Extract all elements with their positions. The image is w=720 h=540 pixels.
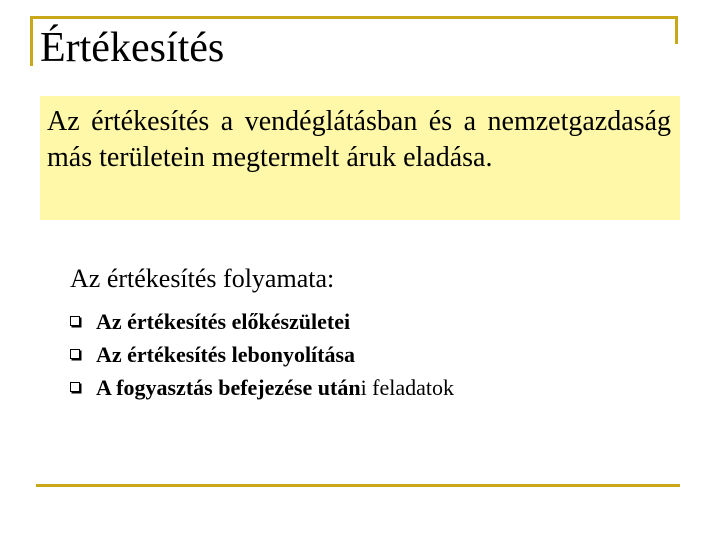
frame-top-line — [30, 16, 678, 19]
list-item-bold: Az értékesítés lebonyolítása — [96, 342, 356, 367]
definition-text: Az értékesítés a vendéglátásban és a nemzetgazdaság más területein megtermelt áruk eladása. — [47, 106, 671, 173]
list-item-text — [96, 371, 454, 404]
frame-bottom-line — [36, 484, 680, 487]
frame-left-line — [30, 16, 33, 66]
slide-title: Értékesítés — [40, 25, 225, 71]
list-item-text — [96, 338, 355, 371]
hollow-square-bullet-icon — [70, 349, 80, 359]
list-item-normal: i feladatok — [360, 375, 455, 400]
hollow-square-bullet-icon — [70, 382, 80, 392]
hollow-square-bullet-icon — [70, 316, 80, 326]
process-subheading: Az értékesítés folyamata: — [70, 264, 335, 293]
list-item-text — [96, 305, 350, 338]
list-item-bold: A fogyasztás befejezése után — [96, 375, 361, 400]
list-item-bold: Az értékesítés előkészületei — [96, 309, 351, 334]
frame-right-line — [675, 16, 678, 44]
